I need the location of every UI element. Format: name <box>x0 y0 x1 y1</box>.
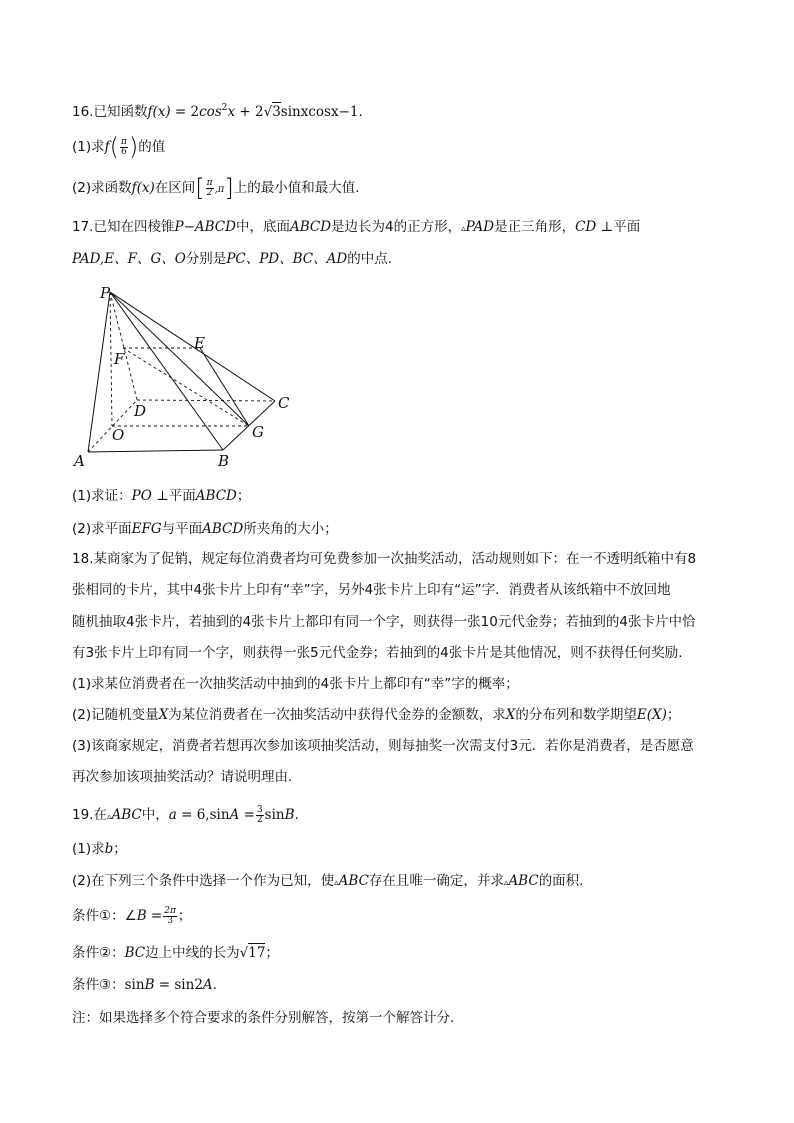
q18-part2: (2)记随机变量X为某位消费者在一次抽奖活动中获得代金券的金额数，求X的分布列和数学期望E(X)； <box>72 707 681 723</box>
edge-PA <box>88 292 110 452</box>
label-B: B <box>218 452 230 470</box>
q17-stem-line2: PAD,E、F、G、O分别是PC、PD、BC、AD的中点. <box>72 251 393 267</box>
q16-part1: (1)求f( $\frac{\pi}{6}$ )的值 <box>72 133 166 161</box>
fraction-pi-6: $\frac{\pi}{6}$ <box>121 136 127 157</box>
label-G: G <box>252 423 264 441</box>
q18-stem-line3: 随机抽取4张卡片，若抽到的4张卡片上都印有同一个字，则获得一张10元代金券；若抽到的4张卡片中恰 <box>72 614 696 630</box>
fraction-2pi-3: $\frac{2\pi}{3}$ <box>164 905 176 926</box>
q18-part3-line1: (3)该商家规定，消费者若想再次参加该项抽奖活动，则每抽奖一次需支付3元．若你是消费者，是否愿意 <box>72 738 694 754</box>
q16-stem: 16.已知函数$f(x) = 2\cos^2x$ + 2√3sinxcosx−1. <box>72 103 363 120</box>
segment-PO <box>110 292 112 426</box>
edge-PC <box>110 292 275 401</box>
label-D: D <box>134 402 147 420</box>
label-F: F <box>114 350 125 368</box>
edge-DC <box>137 400 275 401</box>
label-A: A <box>74 452 85 470</box>
q18-part3-line2: 再次参加该项抽奖活动？请说明理由. <box>72 769 293 785</box>
q19-note: 注：如果选择多个符合要求的条件分别解答，按第一个解答计分. <box>72 1010 455 1026</box>
fraction-3-2: $\frac{3}{2}$ <box>256 804 263 825</box>
segment-EG <box>200 348 249 426</box>
q18-part1: (1)求某位消费者在一次抽奖活动中抽到的4张卡片上都印有“幸”字的概率； <box>72 676 519 692</box>
q19-part2: (2)在下列三个条件中选择一个作为已知，使▵ABC存在且唯一确定，并求▵ABC的面积. <box>72 873 584 889</box>
q18-stem-line1: 18.某商家为了促销，规定每位消费者均可免费参加一次抽奖活动，活动规则如下：在一不透明纸箱中有8 <box>72 551 697 567</box>
q19-part1: (1)求b； <box>72 841 127 857</box>
q19-condition2: 条件②：BC边上中线的长为√17； <box>72 945 279 961</box>
q16-part2: (2)求函数f(x)在区间[ $\frac{\pi}{2}$ ,π]上的最小值和最大值. <box>72 174 360 202</box>
label-E: E <box>194 334 205 352</box>
label-P: P <box>100 284 111 302</box>
q19-stem: 19.在▵ABC中，a = 6,sinA = $\frac{3}{2}$ sinB. <box>72 804 299 825</box>
q17-stem-line1: 17.已知在四棱锥P−ABCD中，底面ABCD是边长为4的正方形，▵PAD是正三角形，CD ⊥平面 <box>72 219 641 235</box>
label-O: O <box>112 426 125 444</box>
pyramid-figure <box>70 282 300 472</box>
edge-AB <box>88 450 223 452</box>
q18-stem-line2: 张相同的卡片，其中4张卡片上印有“幸”字，另外4张卡片上印有“运”字．消费者从该纸箱中不放回地 <box>72 582 671 598</box>
q17-part2: (2)求平面EFG与平面ABCD所夹角的大小； <box>72 521 338 537</box>
edge-PD <box>110 292 137 400</box>
label-C: C <box>278 394 290 412</box>
q18-stem-line4: 有3张卡片上印有同一个字，则获得一张5元代金券；若抽到的4张卡片是其他情况，则不获得任何奖励. <box>72 645 683 661</box>
q17-part1: (1)求证：PO ⊥平面ABCD； <box>72 488 251 504</box>
q19-condition3: 条件③：sinB = sin2A. <box>72 977 217 993</box>
q19-condition1: 条件①：∠B = $\frac{2\pi}{3}$ ； <box>72 905 192 926</box>
fraction-pi-2: $\frac{\pi}{2}$ <box>206 177 213 198</box>
sqrt-symbol: √ <box>263 104 273 120</box>
sqrt-symbol: √ <box>239 945 249 961</box>
